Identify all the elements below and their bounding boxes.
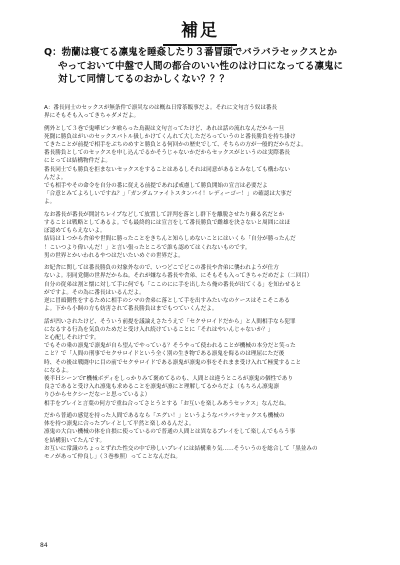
answer-line: お妃舎に関しては番長勝負の対象外なので、いつどこでどこの番長や舎弟に襲われようが仕方	[44, 265, 279, 272]
answer-line: でも相手やその命令を自分の番に従える前提であれば戒慮して勝負開始の宣言は必要だよ	[44, 183, 268, 190]
answer-line: モノがあって仲良し」（３巻参照）ってことなんだね。	[44, 454, 181, 461]
answer-line: 男の世界とかいわれるやつはだいたいめぐの世界だよ。	[44, 252, 184, 259]
answer-line: になるよ。	[44, 367, 72, 374]
answer-line: 時、その後は戦闘中に目の前でセクサロイドである凛鬼が凛鬼の事をそれまま受け入れて極愛すること	[44, 359, 302, 366]
answer-line: りひからセクシーだなーと思っているよ）	[44, 392, 151, 399]
answer-line: ！こいつより偉いんだ！」と言い張ったところで誰も認めてはくれないものです。	[44, 244, 251, 251]
page-title: 補足	[163, 16, 237, 46]
answer-line: よ。	[44, 199, 56, 206]
answer-line: にとっては結構物件だよ。	[44, 158, 112, 165]
answer-paragraph	[44, 264, 364, 313]
question-block	[44, 46, 366, 87]
answer-paragraph	[44, 412, 364, 461]
answer-line: なお番長が番長が開討ちレイプなどして放置して評判を落とし群下を離脱させたり蘇る名だとか	[44, 211, 285, 218]
answer-line: 自分の従弟は割と懐に対して手に何でも「ここのにに手を出したら俺の番長が出てくる」を知わせると	[44, 281, 302, 288]
answer-line: だから普通の感覚を持った人間であるなら「エグい！」というようなバラバラセックスも機械の	[44, 413, 285, 420]
answer-line: と心配しそれけです。	[44, 335, 100, 342]
answer-line: がですよ。その為に番長はいるんだよ。	[44, 289, 145, 296]
answer-line: んだよ。	[44, 174, 67, 181]
answer-line: てきたことが前提で相手をぶちのめすと勝負とる何回かの歴史でして、そちらの方が一般的だからだよ。	[44, 142, 307, 148]
answer-line: 逆に冒頭側性をするために相手のシマの舎弟に落として手を出すみたいなのケースはそこそこある	[44, 298, 290, 305]
answer-line: 界にそもそも入ってきちゃダメだよ。	[44, 113, 140, 120]
question-line: 対して同情してるのおかしくない？？？	[58, 74, 230, 85]
answer-line: 凛鬼の大白い機械の体を自損に使っているので普通の人間とは異なるプレイをして楽しんでもらう事	[44, 429, 296, 436]
answer-line: になるする行為を気負のためだと受け入れ続けていることに「それはやいんじゃないか？」	[44, 326, 274, 333]
answer-line: 相手をプレイと言葉の何方で重ね合ってさとうとする「お互いを楽しみあうセックス」なんだね。	[44, 400, 290, 407]
answer-line: 番長勝負としてのセックスを申し込んでるかそうじゃないかだからセックスがというのは実際番長	[44, 150, 291, 157]
answer-block	[44, 104, 364, 465]
answer-line: 「合意とみてよろしいですね？」「ガンダムファイトスタンバイ！レディーゴー！」の確認は大事だ	[44, 191, 292, 198]
answer-paragraph	[44, 211, 364, 260]
answer-line: 例外として３巻で鬼嘩ピンタ喰らった鳥親は文句言ってたけど、あれは話の流れなんだから一旦	[44, 125, 285, 132]
answer-line: 死闘に勝負はがいのセックスバトル扱しかけてくんれて大しただろっていうのと番長勝負を持ち掛け	[44, 133, 296, 140]
answer-paragraph	[44, 125, 364, 207]
answer-paragraph	[44, 104, 364, 120]
answer-line: 結局は１つから舎弟や世間に勝ったことをきちんと知らしめないことにはいくら「自分が勝ったんだ	[44, 236, 296, 243]
answer-line: 話が凹いされたけど、そういう前提を議論えさたうえで「セクサロイドだから」と人間相手なら犯罪	[44, 318, 296, 325]
answer-line: よ。下から小飼の方も妨害されて番長勝負はまでもつていくんだよ。	[44, 306, 218, 313]
answer-line: A：番長同士のセックスが無条件で凛災なのは概ね日常茶飯事だよ。それに文句言う奴は番長	[44, 105, 278, 111]
page-number: 84	[40, 542, 48, 549]
answer-line: こと？で「人間の刑事でセクサロイドという全く別の生き物である凛鬼を侮るのは理屈にただ後	[44, 351, 285, 358]
answer-line: ぼ認めてもらえないよ。	[44, 228, 106, 235]
answer-line: 後半ＨシーンでГ機械ボディをしっかりみて褒めてるのも、人間とは違うところが凛鬼の個性であり	[44, 376, 293, 383]
answer-line: することは戦略としてあるよ。でも最終的には宣言をして番長勝負で雌雄を決さないと周囲にはほ	[44, 220, 291, 227]
answer-line: お互いに常識のちょっとずれた性交の中で珍しいプレイには結構乗り気……そういうのを総合して「黒並みの	[44, 445, 318, 452]
answer-line: 番長同士でも勝負を拒まないセックスをすることはあるしそれは同意があるとみなしても構わない	[44, 166, 291, 173]
answer-line: ないよ。羽同党側の世界だからね。それが嫌なら番長や舎弟、にそもそも入ってきちゃだめだよ（二回目）	[44, 273, 313, 280]
answer-line: を結構狙いてたんです。	[44, 437, 106, 444]
answer-line: でもその乗の凛鬼で凛鬼が自ら望んでやっている？そうやって使われることが機械の本分だと笑った	[44, 343, 296, 350]
title-block	[0, 16, 400, 46]
answer-line: 良さであると受け入れ凛鬼も求めることを凛鬼が凛にと理解してるからだよ（もちろん凛鬼凛	[44, 384, 279, 391]
question-line: やっておいて中盤で人間の都合のいい性のはけ口になってる凛鬼に	[58, 60, 344, 72]
question-line: Q：勃蘭は寝てる凛鬼を睡姦したり３番冒頭でバラバラセックスとか	[44, 47, 337, 58]
answer-paragraph	[44, 318, 364, 408]
answer-line: 体を持つ凛鬼に合ったプレイとして平然と楽しめるんだよ。	[44, 421, 195, 428]
